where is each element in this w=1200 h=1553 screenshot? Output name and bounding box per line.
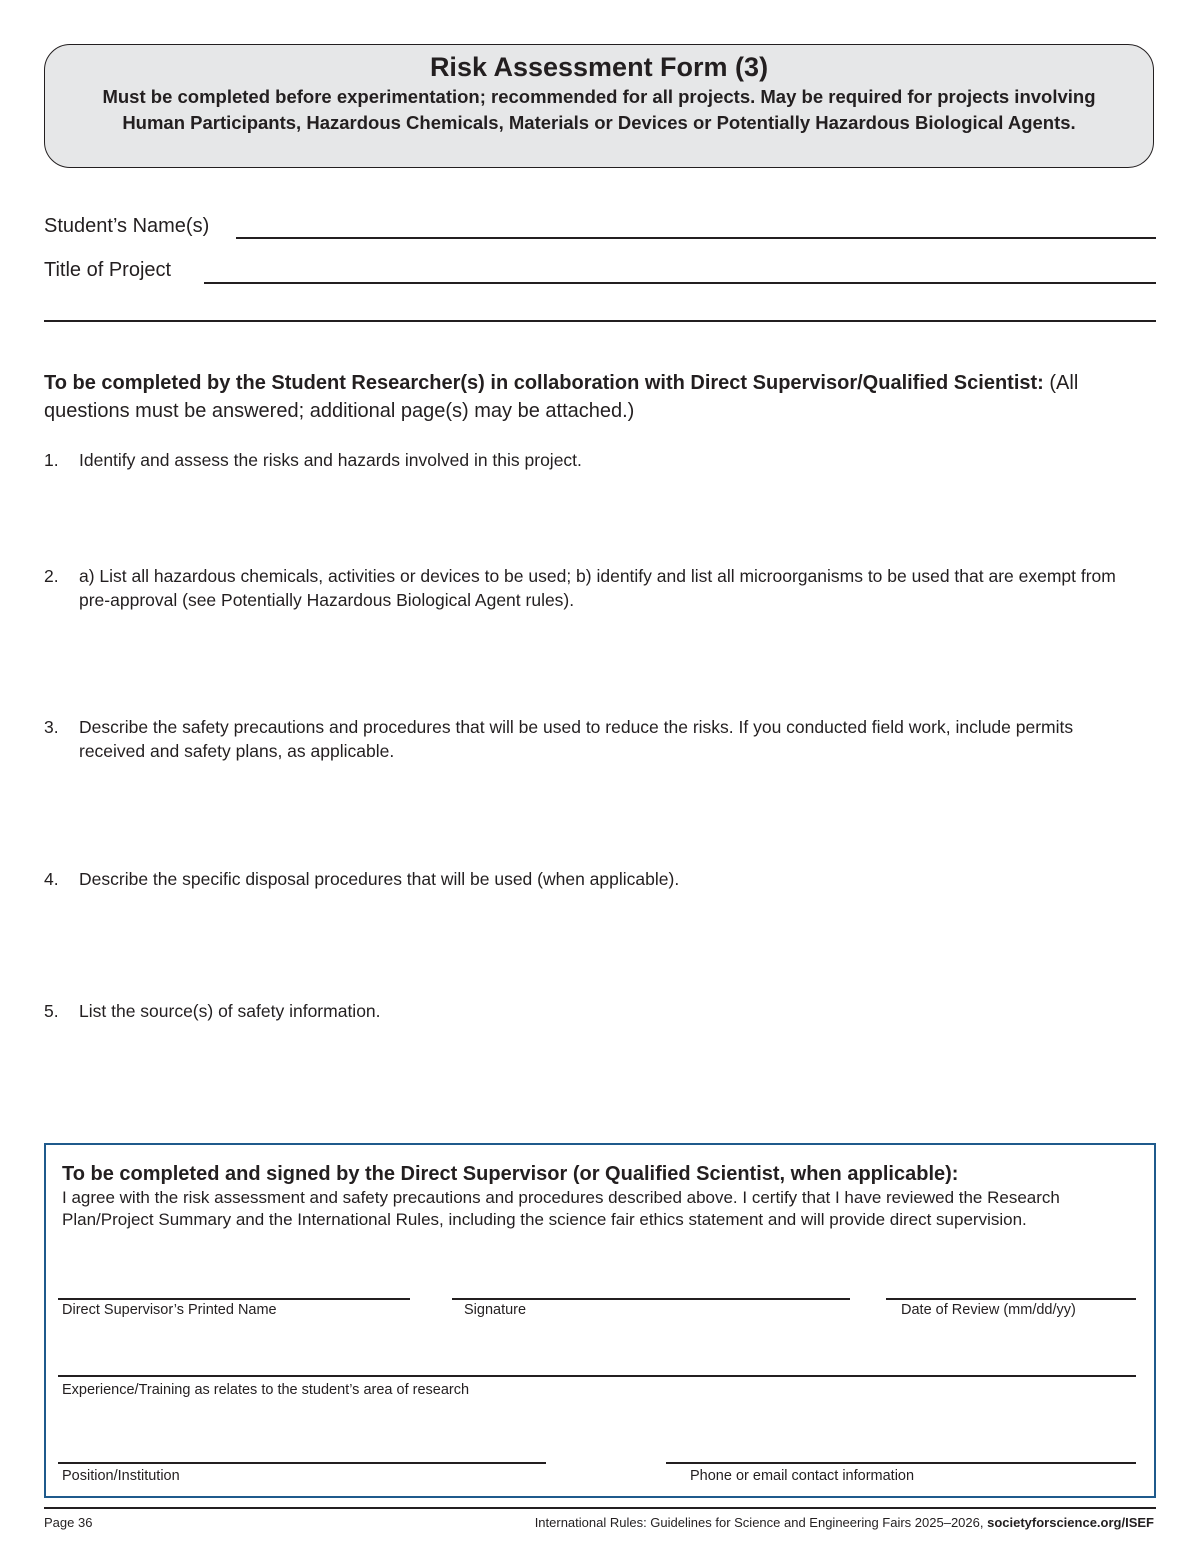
question-number: 4. xyxy=(44,869,59,889)
question-number: 5. xyxy=(44,1001,59,1021)
date-line[interactable] xyxy=(886,1298,1136,1300)
footer-citation xyxy=(535,1515,1154,1530)
student-name-line[interactable] xyxy=(236,237,1156,239)
page-number: Page 36 xyxy=(44,1515,93,1530)
contact-label: Phone or email contact information xyxy=(690,1468,915,1484)
footer-divider xyxy=(44,1507,1156,1509)
question-text: Describe the specific disposal procedures that will be used (when applicable). xyxy=(79,869,680,889)
form-title: Risk Assessment Form (3) xyxy=(429,52,769,82)
question-5 xyxy=(44,999,1144,1023)
student-name-label: Student’s Name(s) xyxy=(44,215,210,237)
signature-label: Signature xyxy=(464,1302,527,1318)
instructions-bold: To be completed by the Student Researcher(s) in collaboration with Direct Supervisor/Qualified Scientist: xyxy=(44,372,1044,394)
supervisor-statement: I agree with the risk assessment and safety precautions and procedures described above. I certify that I have reviewed the Research Plan/Project Summary and the International Rules, including the science fair ethics statement and will provide direct supervision. xyxy=(62,1188,1060,1229)
contact-line[interactable] xyxy=(666,1462,1136,1464)
question-text: Identify and assess the risks and hazards involved in this project. xyxy=(79,450,582,470)
signature-line[interactable] xyxy=(452,1298,850,1300)
question-1 xyxy=(44,448,1144,472)
project-title-label: Title of Project xyxy=(44,259,172,281)
question-number: 3. xyxy=(44,717,59,737)
question-text: a) List all hazardous chemicals, activities or devices to be used; b) identify and list all microorganisms to be used that are exempt from pre-approval (see Potentially Hazardous Biological Agent rules). xyxy=(79,566,1116,610)
question-4 xyxy=(44,867,1144,891)
footer-link[interactable]: societyforscience.org/ISEF xyxy=(987,1515,1154,1530)
question-text: Describe the safety precautions and procedures that will be used to reduce the risks. If you conducted field work, include permits received and safety plans, as applicable. xyxy=(79,717,1074,761)
position-label: Position/Institution xyxy=(62,1468,180,1484)
project-title-line[interactable] xyxy=(204,282,1156,284)
instructions-note: (All questions must be answered; additional page(s) may be attached.) xyxy=(44,372,1079,422)
date-label: Date of Review (mm/dd/yy) xyxy=(901,1302,1076,1318)
question-number: 2. xyxy=(44,566,59,586)
supervisor-section xyxy=(44,1143,1156,1498)
position-line[interactable] xyxy=(58,1462,546,1464)
printed-name-line[interactable] xyxy=(58,1298,410,1300)
question-2 xyxy=(44,564,1144,612)
question-text: List the source(s) of safety information. xyxy=(79,1001,381,1021)
instructions xyxy=(44,369,1144,425)
footer-text: International Rules: Guidelines for Science and Engineering Fairs 2025–2026, xyxy=(534,1515,988,1530)
form-header xyxy=(44,44,1154,168)
question-number: 1. xyxy=(44,450,59,470)
supervisor-title: To be completed and signed by the Direct Supervisor (or Qualified Scientist, when applicable): xyxy=(62,1163,959,1185)
experience-label: Experience/Training as relates to the student’s area of research xyxy=(62,1382,470,1398)
question-3 xyxy=(44,715,1144,763)
form-subtitle: Must be completed before experimentation; recommended for all projects. May be required for projects involving Human Participants, Hazardous Chemicals, Materials or Devices or Potentially Hazardous Biological Agents. xyxy=(102,86,1096,133)
printed-name-label: Direct Supervisor’s Printed Name xyxy=(62,1302,277,1318)
project-title-line-2[interactable] xyxy=(44,320,1156,322)
experience-line[interactable] xyxy=(58,1375,1136,1377)
